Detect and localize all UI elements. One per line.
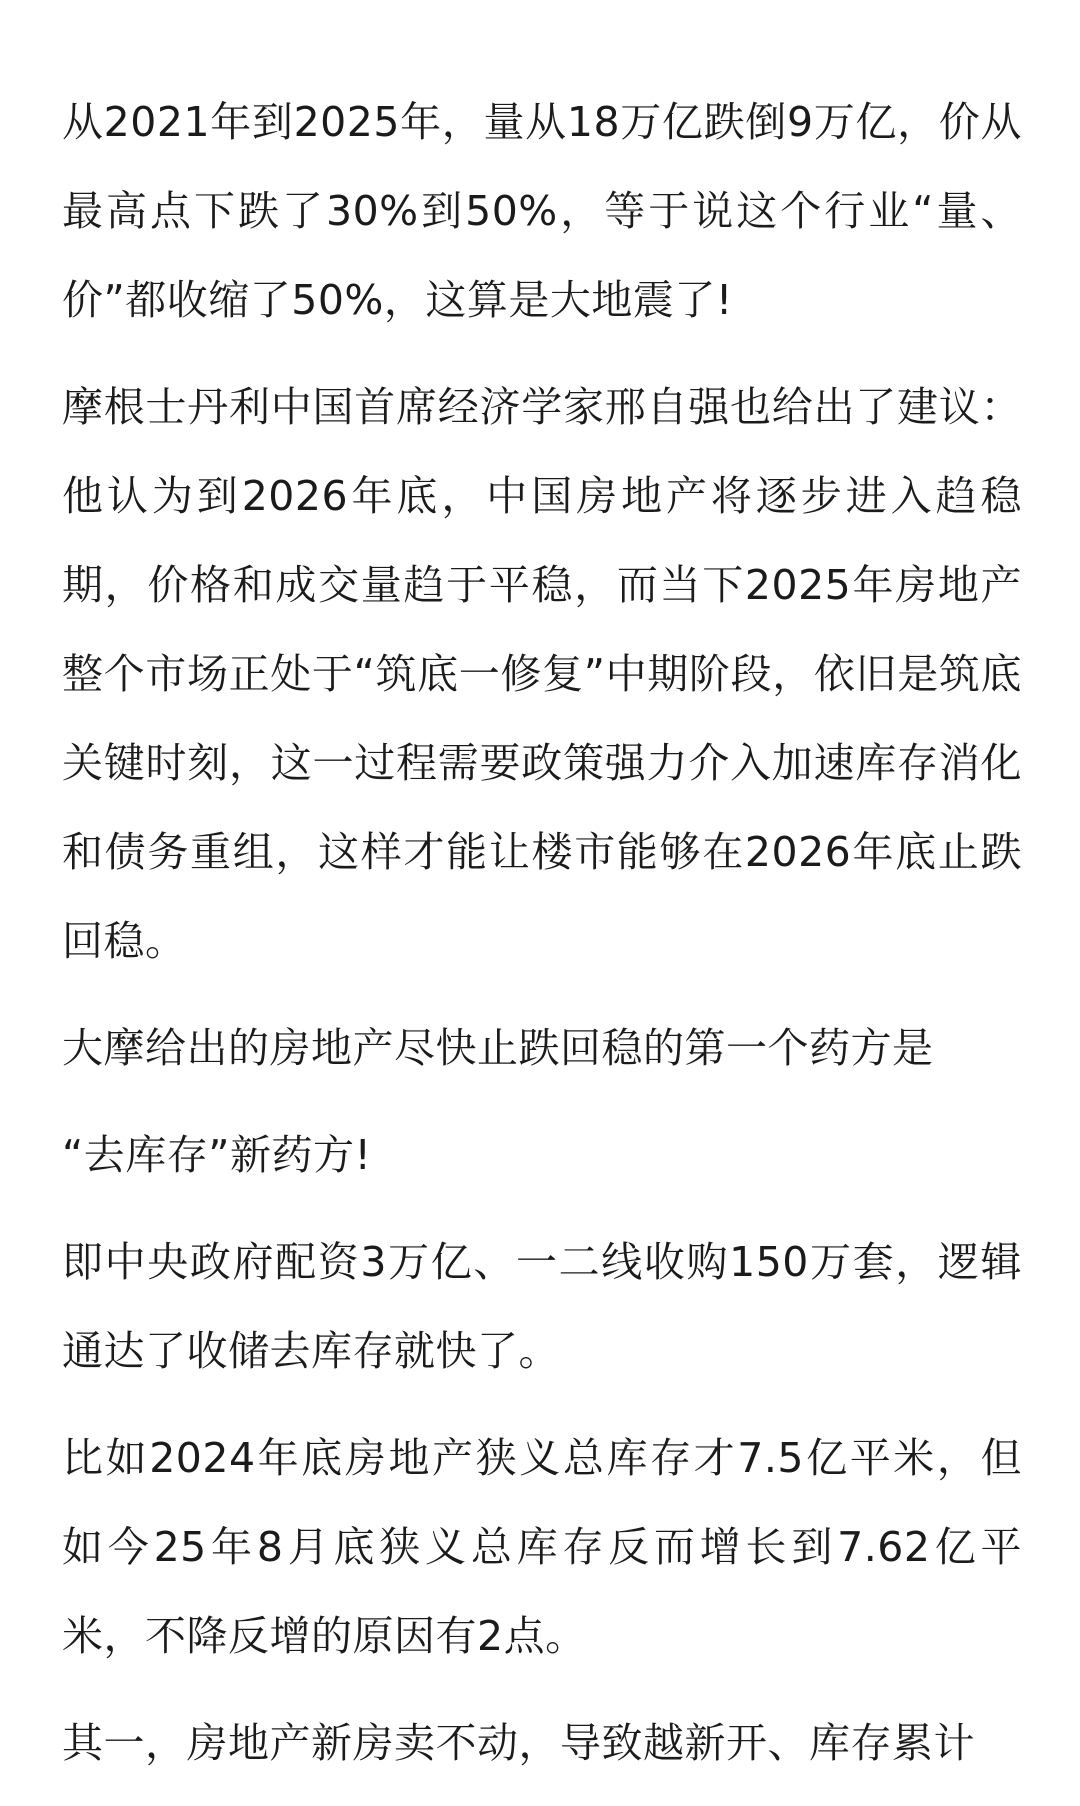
paragraph-first-prescription: 大摩给出的房地产尽快止跌回稳的第一个药方是 bbox=[62, 1024, 934, 1072]
paragraph-central-funding: 即中央政府配资3万亿、一二线收购150万套，逻辑通达了收储去库存就快了。 bbox=[62, 1238, 1022, 1375]
paragraph-morgan-stanley-advice: 摩根士丹利中国首席经济学家邢自强也给出了建议：他认为到2026年底，中国房地产将逐步进入趋稳期，价格和成交量趋于平稳，而当下2025年房地产整个市场正处于“筑底一修复”中期阶段，依旧是筑底关键时刻，这一过程需要政策强力介入加速库存消化和债务重组，这样才能让楼市能够在2026年底止跌回稳。 bbox=[62, 383, 1022, 965]
paragraph-reason-one: 其一，房地产新房卖不动，导致越新开、库存累计 bbox=[62, 1719, 975, 1767]
paragraph-volume-price: 从2021年到2025年，量从18万亿跌倒9万亿，价从最高点下跌了30%到50%，等于说这个行业“量、价”都收缩了50%，这算是大地震了! bbox=[62, 98, 1022, 324]
paragraph-destocking-heading: “去库存”新药方! bbox=[62, 1131, 372, 1179]
paragraph-inventory-figures: 比如2024年底房地产狭义总库存才7.5亿平米，但如今25年8月底狭义总库存反而增长到7.62亿平米，不降反增的原因有2点。 bbox=[62, 1434, 1022, 1660]
article-body bbox=[62, 78, 1022, 1806]
